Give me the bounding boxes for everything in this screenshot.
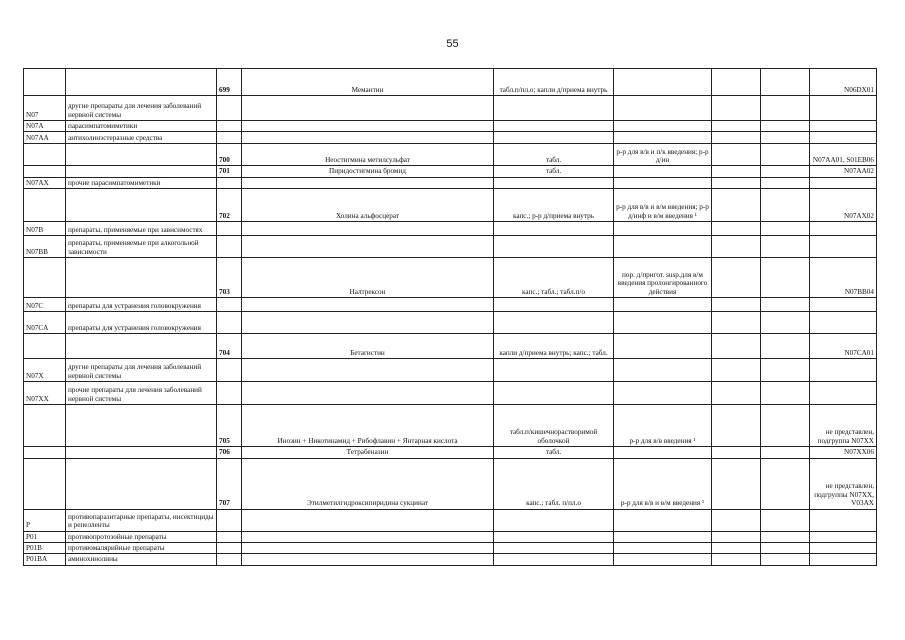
- row-number-cell: [217, 543, 242, 554]
- extra-cell-2: [761, 177, 810, 188]
- additional-form-cell: [614, 132, 712, 144]
- extra-cell-1: [712, 458, 761, 509]
- atc-cell: N07C: [24, 298, 66, 312]
- dosage-form-cell: [494, 554, 614, 565]
- additional-form-cell: [614, 236, 712, 258]
- atc-code-cell: N07AA01, S01EB06: [810, 144, 877, 166]
- description-cell: препараты, применяемые при алкогольной зависимости: [66, 236, 217, 258]
- atc-cell: P01: [24, 531, 66, 542]
- atc-cell: N07AX: [24, 177, 66, 188]
- atc-code-cell: не представлен, подгруппы N07XX, V03AX: [810, 458, 877, 509]
- dosage-form-cell: [494, 543, 614, 554]
- drug-name-cell: [242, 177, 494, 188]
- table-row: [24, 144, 877, 166]
- extra-cell-2: [761, 222, 810, 236]
- extra-cell-1: [712, 96, 761, 121]
- atc-code-cell: [810, 312, 877, 334]
- table-row: [24, 405, 877, 447]
- table-row: [24, 177, 877, 188]
- table-row: [24, 334, 877, 359]
- description-cell: парасимпатомиметики: [66, 121, 217, 132]
- drug-name-cell: Холина альфосцерат: [242, 189, 494, 222]
- atc-code-cell: [810, 132, 877, 144]
- atc-code-cell: [810, 222, 877, 236]
- table-row: [24, 298, 877, 312]
- atc-cell: [24, 334, 66, 359]
- drug-name-cell: [242, 554, 494, 565]
- atc-cell: [24, 144, 66, 166]
- extra-cell-2: [761, 189, 810, 222]
- atc-code-cell: [810, 554, 877, 565]
- atc-code-cell: [810, 382, 877, 405]
- description-cell: противопаразитарные препараты, инсектициды и репелленты: [66, 509, 217, 531]
- extra-cell-1: [712, 132, 761, 144]
- extra-cell-2: [761, 359, 810, 382]
- extra-cell-1: [712, 166, 761, 177]
- dosage-form-cell: капс.; табл. п/пл.о: [494, 458, 614, 509]
- row-number-cell: [217, 96, 242, 121]
- description-cell: прочие парасимпатомиметики: [66, 177, 217, 188]
- table-row: [24, 531, 877, 542]
- extra-cell-1: [712, 177, 761, 188]
- additional-form-cell: [614, 222, 712, 236]
- additional-form-cell: [614, 543, 712, 554]
- additional-form-cell: [614, 166, 712, 177]
- atc-cell: P01B: [24, 543, 66, 554]
- dosage-form-cell: [494, 96, 614, 121]
- extra-cell-1: [712, 144, 761, 166]
- additional-form-cell: пор. д/пригот. susp.для в/м введения пролонгированного действия: [614, 258, 712, 298]
- drug-name-cell: [242, 531, 494, 542]
- additional-form-cell: [614, 121, 712, 132]
- table-row: [24, 312, 877, 334]
- extra-cell-2: [761, 447, 810, 458]
- extra-cell-2: [761, 96, 810, 121]
- atc-cell: [24, 447, 66, 458]
- description-cell: [66, 258, 217, 298]
- row-number-cell: [217, 312, 242, 334]
- table-row: [24, 132, 877, 144]
- drug-name-cell: [242, 236, 494, 258]
- atc-code-cell: [810, 298, 877, 312]
- description-cell: [66, 166, 217, 177]
- drug-name-cell: Неостигмина метилсульфат: [242, 144, 494, 166]
- extra-cell-2: [761, 543, 810, 554]
- table-row: [24, 236, 877, 258]
- dosage-form-cell: [494, 132, 614, 144]
- table-row: [24, 543, 877, 554]
- extra-cell-1: [712, 405, 761, 447]
- additional-form-cell: р-р для в/в и в/м введения ¹: [614, 458, 712, 509]
- atc-code-cell: N07AX02: [810, 189, 877, 222]
- table-row: [24, 96, 877, 121]
- dosage-form-cell: капс.; р-р д/приема внутрь: [494, 189, 614, 222]
- description-cell: [66, 405, 217, 447]
- atc-cell: N07AA: [24, 132, 66, 144]
- extra-cell-1: [712, 359, 761, 382]
- additional-form-cell: [614, 382, 712, 405]
- drug-registry-table: [23, 68, 877, 566]
- drug-name-cell: [242, 543, 494, 554]
- additional-form-cell: р-р для в/в и п/к введения; р-р д/ин: [614, 144, 712, 166]
- extra-cell-2: [761, 121, 810, 132]
- page-number: 55: [446, 38, 459, 50]
- dosage-form-cell: [494, 236, 614, 258]
- dosage-form-cell: [494, 222, 614, 236]
- additional-form-cell: [614, 96, 712, 121]
- row-number-cell: [217, 382, 242, 405]
- extra-cell-1: [712, 121, 761, 132]
- extra-cell-1: [712, 69, 761, 96]
- extra-cell-2: [761, 509, 810, 531]
- atc-code-cell: [810, 509, 877, 531]
- drug-name-cell: Этилметилгидроксипиридина сукцинат: [242, 458, 494, 509]
- row-number-cell: [217, 509, 242, 531]
- atc-code-cell: N07BB04: [810, 258, 877, 298]
- row-number-cell: 706: [217, 447, 242, 458]
- drug-name-cell: Мемантин: [242, 69, 494, 96]
- row-number-cell: 707: [217, 458, 242, 509]
- extra-cell-1: [712, 189, 761, 222]
- additional-form-cell: [614, 359, 712, 382]
- extra-cell-1: [712, 298, 761, 312]
- description-cell: препараты для устранения головокружения: [66, 298, 217, 312]
- atc-code-cell: [810, 96, 877, 121]
- row-number-cell: 704: [217, 334, 242, 359]
- extra-cell-1: [712, 554, 761, 565]
- description-cell: прочие препараты для лечения заболеваний нервной системы: [66, 382, 217, 405]
- row-number-cell: 703: [217, 258, 242, 298]
- table-row: [24, 447, 877, 458]
- description-cell: аминохинолины: [66, 554, 217, 565]
- extra-cell-1: [712, 447, 761, 458]
- extra-cell-2: [761, 132, 810, 144]
- row-number-cell: 700: [217, 144, 242, 166]
- extra-cell-1: [712, 222, 761, 236]
- atc-code-cell: N07CA01: [810, 334, 877, 359]
- extra-cell-2: [761, 531, 810, 542]
- drug-name-cell: [242, 312, 494, 334]
- additional-form-cell: [614, 447, 712, 458]
- extra-cell-1: [712, 236, 761, 258]
- extra-cell-1: [712, 531, 761, 542]
- drug-name-cell: [242, 359, 494, 382]
- drug-name-cell: Инозин + Никотинамид + Рибофлавин + Янтарная кислота: [242, 405, 494, 447]
- additional-form-cell: [614, 554, 712, 565]
- atc-cell: N07X: [24, 359, 66, 382]
- drug-name-cell: Бетагистин: [242, 334, 494, 359]
- drug-name-cell: [242, 298, 494, 312]
- atc-cell: N07CA: [24, 312, 66, 334]
- extra-cell-2: [761, 458, 810, 509]
- atc-code-cell: [810, 359, 877, 382]
- extra-cell-2: [761, 405, 810, 447]
- row-number-cell: [217, 298, 242, 312]
- row-number-cell: [217, 177, 242, 188]
- description-cell: антихолинэстеразные средства: [66, 132, 217, 144]
- dosage-form-cell: [494, 298, 614, 312]
- extra-cell-1: [712, 334, 761, 359]
- additional-form-cell: [614, 531, 712, 542]
- atc-code-cell: N07AA02: [810, 166, 877, 177]
- drug-name-cell: [242, 132, 494, 144]
- dosage-form-cell: [494, 121, 614, 132]
- atc-cell: [24, 258, 66, 298]
- extra-cell-2: [761, 554, 810, 565]
- dosage-form-cell: [494, 359, 614, 382]
- extra-cell-1: [712, 543, 761, 554]
- additional-form-cell: р-р для в/в и в/м введения; р-р д/инф и в/м введения ¹: [614, 189, 712, 222]
- atc-cell: [24, 69, 66, 96]
- additional-form-cell: [614, 69, 712, 96]
- table-row: [24, 121, 877, 132]
- drug-name-cell: [242, 382, 494, 405]
- additional-form-cell: [614, 298, 712, 312]
- table-row: [24, 258, 877, 298]
- extra-cell-2: [761, 69, 810, 96]
- atc-code-cell: [810, 543, 877, 554]
- row-number-cell: 702: [217, 189, 242, 222]
- description-cell: [66, 69, 217, 96]
- row-number-cell: [217, 222, 242, 236]
- extra-cell-1: [712, 509, 761, 531]
- atc-cell: [24, 458, 66, 509]
- dosage-form-cell: табл.п/кишечнорастворимой оболочкой: [494, 405, 614, 447]
- extra-cell-2: [761, 258, 810, 298]
- row-number-cell: [217, 359, 242, 382]
- atc-code-cell: N07XX06: [810, 447, 877, 458]
- extra-cell-2: [761, 144, 810, 166]
- row-number-cell: [217, 236, 242, 258]
- atc-cell: N07: [24, 96, 66, 121]
- atc-code-cell: N06DX01: [810, 69, 877, 96]
- description-cell: противопротозойные препараты: [66, 531, 217, 542]
- additional-form-cell: [614, 509, 712, 531]
- drug-name-cell: [242, 509, 494, 531]
- additional-form-cell: [614, 334, 712, 359]
- atc-code-cell: [810, 236, 877, 258]
- drug-name-cell: [242, 121, 494, 132]
- extra-cell-1: [712, 312, 761, 334]
- atc-code-cell: [810, 177, 877, 188]
- table-row: [24, 222, 877, 236]
- description-cell: другие препараты для лечения заболеваний нервной системы: [66, 359, 217, 382]
- additional-form-cell: р-р для в/в введения ¹: [614, 405, 712, 447]
- atc-cell: P: [24, 509, 66, 531]
- atc-cell: [24, 166, 66, 177]
- row-number-cell: [217, 554, 242, 565]
- dosage-form-cell: [494, 177, 614, 188]
- dosage-form-cell: [494, 531, 614, 542]
- row-number-cell: [217, 531, 242, 542]
- description-cell: препараты, применяемые при зависимостях: [66, 222, 217, 236]
- atc-cell: [24, 405, 66, 447]
- extra-cell-2: [761, 334, 810, 359]
- dosage-form-cell: [494, 509, 614, 531]
- dosage-form-cell: табл.: [494, 166, 614, 177]
- dosage-form-cell: табл.: [494, 447, 614, 458]
- additional-form-cell: [614, 177, 712, 188]
- description-cell: [66, 144, 217, 166]
- description-cell: [66, 189, 217, 222]
- additional-form-cell: [614, 312, 712, 334]
- atc-cell: N07BB: [24, 236, 66, 258]
- atc-code-cell: не представлен, подгруппа N07XX: [810, 405, 877, 447]
- atc-cell: N07A: [24, 121, 66, 132]
- description-cell: [66, 458, 217, 509]
- table-row: [24, 509, 877, 531]
- description-cell: [66, 447, 217, 458]
- extra-cell-1: [712, 258, 761, 298]
- row-number-cell: 699: [217, 69, 242, 96]
- extra-cell-2: [761, 382, 810, 405]
- description-cell: другие препараты для лечения заболеваний нервной системы: [66, 96, 217, 121]
- description-cell: препараты для устранения головокружения: [66, 312, 217, 334]
- atc-cell: N07XX: [24, 382, 66, 405]
- extra-cell-2: [761, 236, 810, 258]
- dosage-form-cell: капс.; табл.; табл.п/о: [494, 258, 614, 298]
- dosage-form-cell: табл.п/пл.о; капли д/приема внутрь: [494, 69, 614, 96]
- table-row: [24, 166, 877, 177]
- atc-cell: P01BA: [24, 554, 66, 565]
- table-row: [24, 554, 877, 565]
- extra-cell-1: [712, 382, 761, 405]
- table-row: [24, 382, 877, 405]
- description-cell: [66, 334, 217, 359]
- drug-name-cell: Налтрексон: [242, 258, 494, 298]
- table-row: [24, 359, 877, 382]
- description-cell: противомалярийные препараты: [66, 543, 217, 554]
- drug-name-cell: Тетрабеназин: [242, 447, 494, 458]
- extra-cell-2: [761, 298, 810, 312]
- table-row: [24, 458, 877, 509]
- row-number-cell: [217, 132, 242, 144]
- drug-name-cell: Пиридостигмина бромид: [242, 166, 494, 177]
- atc-code-cell: [810, 531, 877, 542]
- drug-name-cell: [242, 96, 494, 121]
- dosage-form-cell: табл.: [494, 144, 614, 166]
- row-number-cell: 705: [217, 405, 242, 447]
- extra-cell-2: [761, 166, 810, 177]
- dosage-form-cell: [494, 382, 614, 405]
- row-number-cell: [217, 121, 242, 132]
- atc-cell: [24, 189, 66, 222]
- atc-code-cell: [810, 121, 877, 132]
- dosage-form-cell: капли д/приема внутрь; капс.; табл.: [494, 334, 614, 359]
- table-row: [24, 69, 877, 96]
- table-row: [24, 189, 877, 222]
- dosage-form-cell: [494, 312, 614, 334]
- drug-name-cell: [242, 222, 494, 236]
- atc-cell: N07B: [24, 222, 66, 236]
- row-number-cell: 701: [217, 166, 242, 177]
- extra-cell-2: [761, 312, 810, 334]
